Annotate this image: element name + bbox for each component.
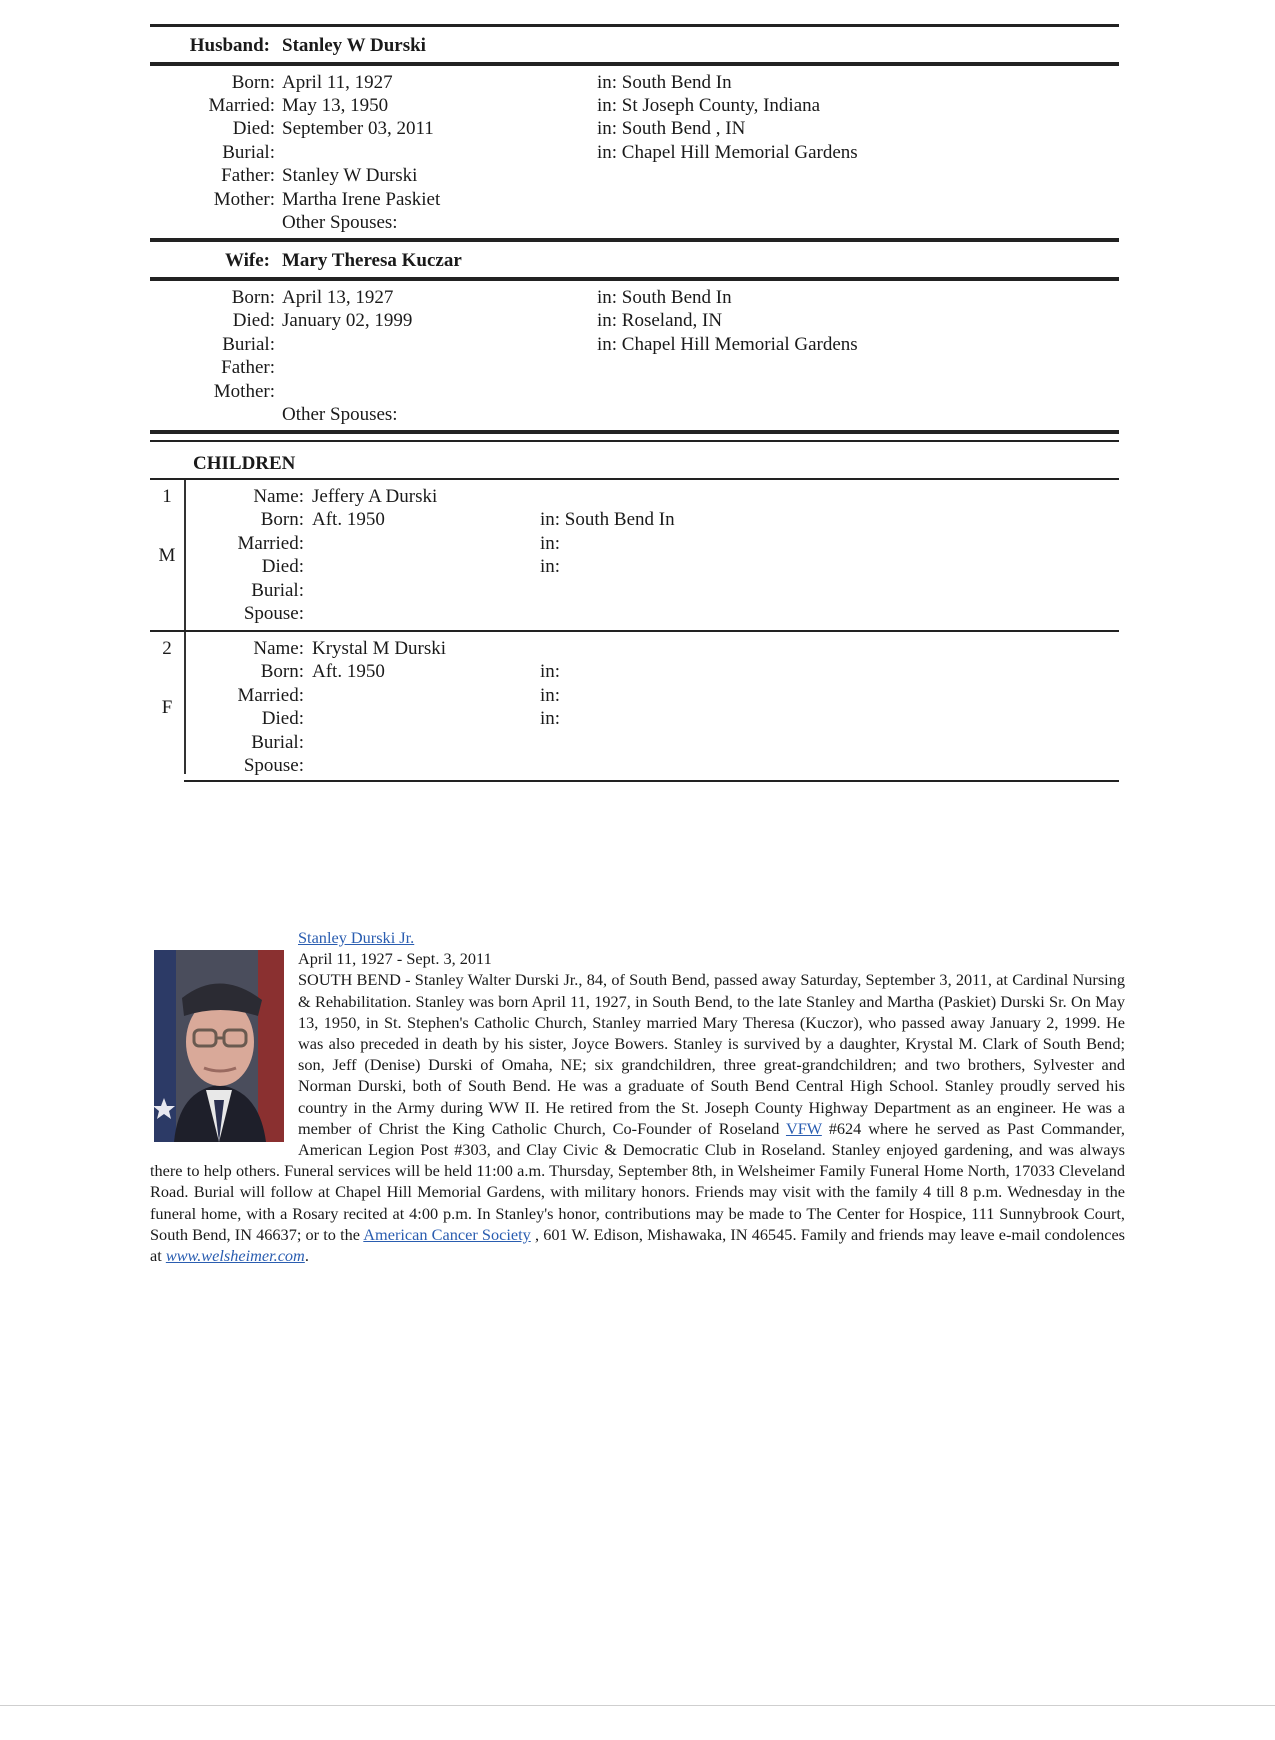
child-died-place: in:	[540, 708, 561, 729]
husband-father-label: Father:	[221, 165, 275, 186]
child-died-place: in:	[540, 556, 561, 577]
wife-other-spouses-label: Other Spouses:	[282, 404, 398, 425]
obituary-dates: April 11, 1927 - Sept. 3, 2011	[298, 949, 492, 969]
child-married-label: Married:	[237, 533, 304, 554]
obituary-title-link[interactable]: Stanley Durski Jr.	[298, 928, 415, 947]
welsheimer-website-link[interactable]: www.welsheimer.com	[165, 1246, 305, 1266]
wife-heading-label: Wife:	[224, 250, 270, 271]
wife-name: Mary Theresa Kuczar	[282, 250, 462, 271]
husband-burial-label: Burial:	[222, 142, 275, 163]
obituary-block	[150, 927, 1125, 1266]
husband-top-rule	[150, 24, 1119, 27]
husband-born-label: Born:	[231, 72, 275, 93]
husband-died-value: September 03, 2011	[282, 118, 434, 139]
child-burial-label: Burial:	[251, 732, 304, 753]
wife-header-rule	[150, 277, 1119, 281]
husband-name: Stanley W Durski	[282, 35, 426, 56]
child-married-place: in:	[540, 533, 561, 554]
child-divider-line	[184, 632, 186, 774]
child-number: 1	[162, 486, 172, 507]
obituary-text-part-3: , 601 W. Edison, Mishawaka, IN 46545. Family and friends may leave e-mail condolences at	[150, 1224, 1126, 1266]
child-died-label: Died:	[261, 556, 304, 577]
children-double-rule-top	[150, 430, 1119, 434]
child-born-place: in: South Bend In	[540, 509, 675, 530]
husband-burial-place: in: Chapel Hill Memorial Gardens	[597, 142, 858, 163]
scan-bottom-line	[0, 1705, 1275, 1706]
child-name-label: Name:	[253, 638, 304, 659]
husband-mother-value: Martha Irene Paskiet	[282, 189, 441, 210]
husband-married-value: May 13, 1950	[282, 95, 389, 116]
child-born-label: Born:	[260, 509, 304, 530]
portrait-photo	[154, 950, 284, 1142]
child-separator-rule	[150, 630, 1119, 632]
child-divider-line	[184, 480, 186, 630]
child-name-value: Jeffery A Durski	[312, 486, 438, 507]
child-burial-label: Burial:	[251, 580, 304, 601]
wife-father-label: Father:	[221, 357, 275, 378]
wife-born-label: Born:	[231, 287, 275, 308]
wife-died-place: in: Roseland, IN	[597, 310, 723, 331]
husband-died-place: in: South Bend , IN	[597, 118, 746, 139]
obituary-text-part-1: SOUTH BEND - Stanley Walter Durski Jr., 84, of South Bend, passed away Saturday, September 3, 2011, at Cardinal Nursing & Rehabilitation. Stanley was born April 11, 1927, in South Bend, to the late Stanley and Martha (Paskiet) Durski Sr. On May 13, 1950, in St. Stephen's Catholic Church, Stanley married Mary Theresa (Kuczor), who passed away January 2, 1999. He was also preceded in death by his sister, Joyce Bowers. Stanley is survived by a daughter, Krystal M. Clark of South Bend; son, Jeff (Denise) Durski of Omaha, NE; six grandchildren, three great-grandchildren; and two brothers, Sylvester and Norman Durski, both of South Bend. He was a graduate of South Bend Central High School. Stanley proudly served his country in the Army during WW II. He retired from the St. Joseph County Highway Department as an engineer. He was a member of Christ the King Catholic Church, Co-Founder of Roseland	[298, 970, 1125, 1138]
children-header-rule	[150, 478, 1119, 480]
vfw-link[interactable]: VFW	[785, 1118, 822, 1138]
child-born-value: Aft. 1950	[312, 661, 385, 682]
husband-father-value: Stanley W Durski	[282, 165, 418, 186]
husband-heading-label: Husband:	[189, 35, 270, 56]
husband-header-rule	[150, 62, 1119, 66]
wife-died-label: Died:	[232, 310, 275, 331]
wife-burial-place: in: Chapel Hill Memorial Gardens	[597, 334, 858, 355]
child-died-label: Died:	[261, 708, 304, 729]
child-born-value: Aft. 1950	[312, 509, 385, 530]
wife-born-value: April 13, 1927	[282, 287, 394, 308]
husband-born-place: in: South Bend In	[597, 72, 732, 93]
child-married-place: in:	[540, 685, 561, 706]
husband-married-place: in: St Joseph County, Indiana	[597, 95, 821, 116]
child-name-label: Name:	[253, 486, 304, 507]
child-spouse-label: Spouse:	[243, 755, 304, 776]
husband-other-spouses-label: Other Spouses:	[282, 212, 398, 233]
obituary-text-part-4: .	[304, 1246, 309, 1266]
child-sex: F	[161, 697, 173, 718]
husband-died-label: Died:	[232, 118, 275, 139]
child-born-place: in:	[540, 661, 561, 682]
husband-married-label: Married:	[208, 95, 275, 116]
children-double-rule-bottom	[150, 440, 1119, 442]
american-cancer-society-link[interactable]: American Cancer Society	[363, 1224, 531, 1244]
portrait-photo-image	[154, 950, 284, 1142]
child-spouse-label: Spouse:	[243, 603, 304, 624]
child-sex: M	[158, 545, 176, 566]
wife-burial-label: Burial:	[222, 334, 275, 355]
child-name-value: Krystal M Durski	[312, 638, 447, 659]
child-number: 2	[162, 638, 172, 659]
wife-born-place: in: South Bend In	[597, 287, 732, 308]
children-bottom-rule	[184, 780, 1119, 782]
wife-mother-label: Mother:	[213, 381, 275, 402]
wife-died-value: January 02, 1999	[282, 310, 413, 331]
child-born-label: Born:	[260, 661, 304, 682]
obituary-text-part-2: #624 where he served as Past Commander, American Legion Post #303, and Clay Civic & Democratic Club in Roseland. Stanley enjoyed gardening, and was always there to help others. Funeral services will be held 11:00 a.m. Thursday, September 8th, in Welsheimer Family Funeral Home North, 17033 Cleveland Road. Burial will follow at Chapel Hill Memorial Gardens, with military honors. Friends may visit with the family 4 till 8 p.m. Wednesday in the funeral home, with a Rosary recited at 4:00 p.m. In Stanley's honor, contributions may be made to The Center for Hospice, 111 Sunnybrook Court, South Bend, IN 46637; or to the	[150, 1118, 1125, 1244]
children-heading: CHILDREN	[193, 453, 296, 474]
husband-born-value: April 11, 1927	[282, 72, 393, 93]
wife-top-rule	[150, 238, 1119, 242]
husband-mother-label: Mother:	[213, 189, 275, 210]
child-married-label: Married:	[237, 685, 304, 706]
